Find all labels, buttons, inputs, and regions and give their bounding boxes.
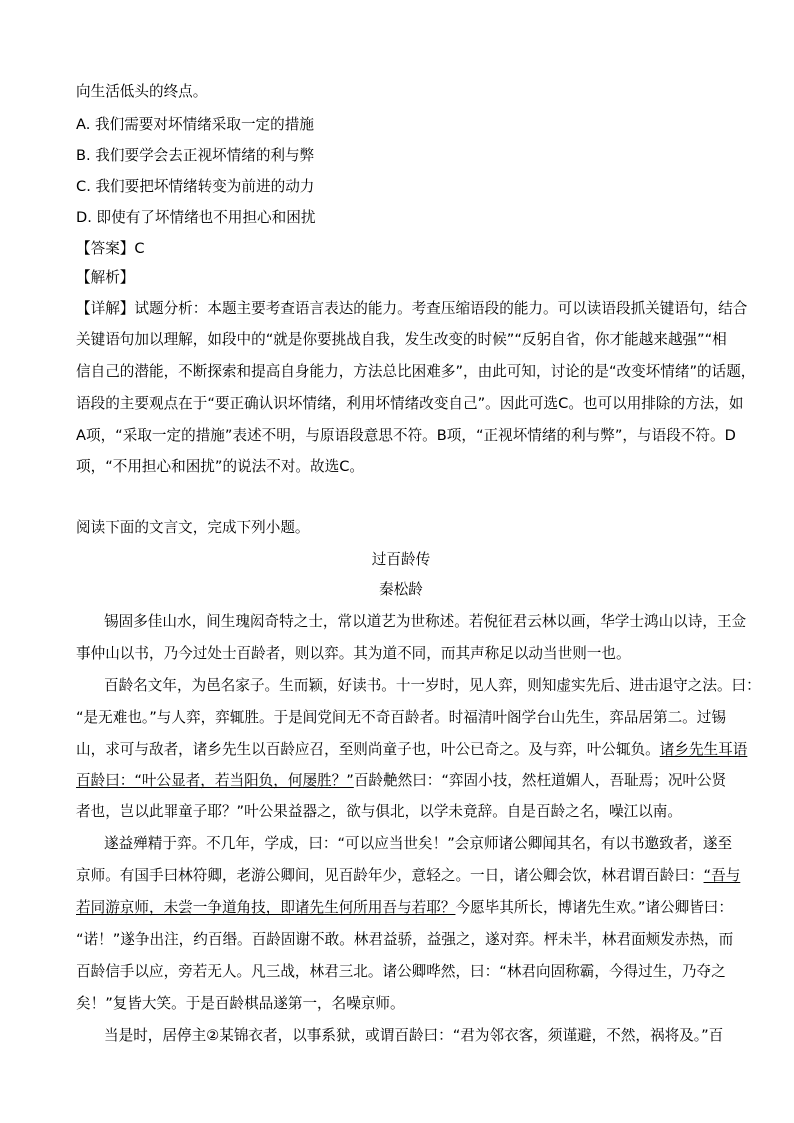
analysis-line: 关键语句加以理解，如段中的“就是你要挑战自我，发生改变的时候”“反躬自省，你才能越来越强”“相 xyxy=(76,331,727,348)
question-stem-tail: 向生活低头的终点。 xyxy=(76,83,208,100)
passage-line xyxy=(76,740,748,760)
passage-line: 者也，岂以此罪童子耶？”叶公果益器之，欲与俱北，以学未竟辞。自是百龄之名，噪江以南。 xyxy=(76,803,682,820)
analysis-line: 【详解】试题分析：本题主要考查语言表达的能力。考查压缩语段的能力。可以读语段抓关键语句，结合 xyxy=(76,300,748,317)
option-d: D. 即使有了坏情绪也不用担心和困扰 xyxy=(76,209,316,226)
passage-line xyxy=(76,866,741,886)
underlined-sentence: “吾与 xyxy=(703,867,741,884)
passage-text: 今愿毕其所长，博诸先生欢。”诸公卿皆曰： xyxy=(455,899,733,916)
analysis-line: 信自己的潜能，不断探索和提高自身能力，方法总比困难多”，由此可知，讨论的是“改变坏情绪”的话题， xyxy=(76,363,756,380)
option-b: B. 我们要学会去正视坏情绪的利与弊 xyxy=(76,147,315,164)
reading-instruction: 阅读下面的文言文，完成下列小题。 xyxy=(76,519,310,536)
answer-label: 【答案】C xyxy=(76,240,145,257)
underlined-sentence: 百龄曰：“叶公显者，若当阳负，何屡胜？” xyxy=(76,772,354,789)
passage-text: 京师。有国手曰林符卿，老游公卿间，见百龄年少，意轻之。一日，诸公卿会饮，林君谓百龄曰： xyxy=(76,867,704,884)
analysis-line: 语段的主要观点在于“要正确认识坏情绪，利用坏情绪改变自己”。因此可选C。也可以用排除的方法，如 xyxy=(76,395,744,412)
passage-line: 百龄信手以应，旁若无人。凡三战，林君三北。诸公卿哗然，曰：“林君向固称霸，今得过生，乃夺之 xyxy=(76,963,726,980)
passage-line xyxy=(76,771,726,791)
option-a: A. 我们需要对坏情绪采取一定的措施 xyxy=(76,116,314,133)
analysis-line: 项，“不用担心和困扰”的说法不对。故选C。 xyxy=(76,458,365,475)
analysis-line: A项，“采取一定的措施”表述不明，与原语段意思不符。B项，“正视坏情绪的利与弊”，与语段不符。D xyxy=(76,427,736,444)
analysis-title: 【解析】 xyxy=(76,269,135,286)
passage-line xyxy=(76,898,733,918)
passage-line: 百龄名文年，为邑名家子。生而颖，好读书。十一岁时，见人弈，则知虚实先后、进击退守之法。曰： xyxy=(104,677,761,694)
passage-line: 矣！”复皆大笑。于是百龄棋品遂第一，名噪京师。 xyxy=(76,995,405,1012)
passage-line: “诺！”遂争出注，约百缗。百龄固谢不敢。林君益骄，益强之，遂对弈。枰未半，林君面颊发赤热，而 xyxy=(76,931,734,948)
passage-title: 过百龄传 xyxy=(371,551,431,568)
passage-line: “是无难也。”与人弈，弈辄胜。于是闾党间无不奇百龄者。时福清叶阁学台山先生，弈品居第二。过锡 xyxy=(76,709,726,726)
passage-text: 百龄艴然曰：“弈固小技，然枉道媚人，吾耻焉；况叶公贤 xyxy=(353,772,727,789)
passage-line: 事仲山以书，乃今过处士百龄者，则以弈。其为道不同，而其声称足以动当世则一也。 xyxy=(76,645,631,662)
underlined-sentence: 诸乡先生耳语 xyxy=(659,741,748,758)
passage-line: 遂益殚精于弈。不几年，学成，曰：“可以应当世矣！”会京师诸公卿闻其名，有以书邀致者，遂至 xyxy=(104,835,733,852)
passage-text: 山，求可与敌者，诸乡先生以百龄应召，至则尚童子也，叶公已奇之。及与弈，叶公辄负。 xyxy=(76,741,660,758)
passage-author: 秦松龄 xyxy=(379,581,423,598)
passage-line: 锡固多佳山水，间生瑰闳奇特之士，常以道艺为世称述。若倪征君云林以画，华学士鸿山以诗，王佥 xyxy=(104,613,747,630)
passage-line: 当是时，居停主②某锦衣者，以事系狱，或谓百龄曰：“君为邻衣客，须谨避，不然，祸将及。”百 xyxy=(104,1027,724,1044)
option-c: C. 我们要把坏情绪转变为前进的动力 xyxy=(76,178,315,195)
underlined-sentence: 若同游京师，未尝一争道角技，即诸先生何所用吾与若耶？ xyxy=(76,899,456,916)
